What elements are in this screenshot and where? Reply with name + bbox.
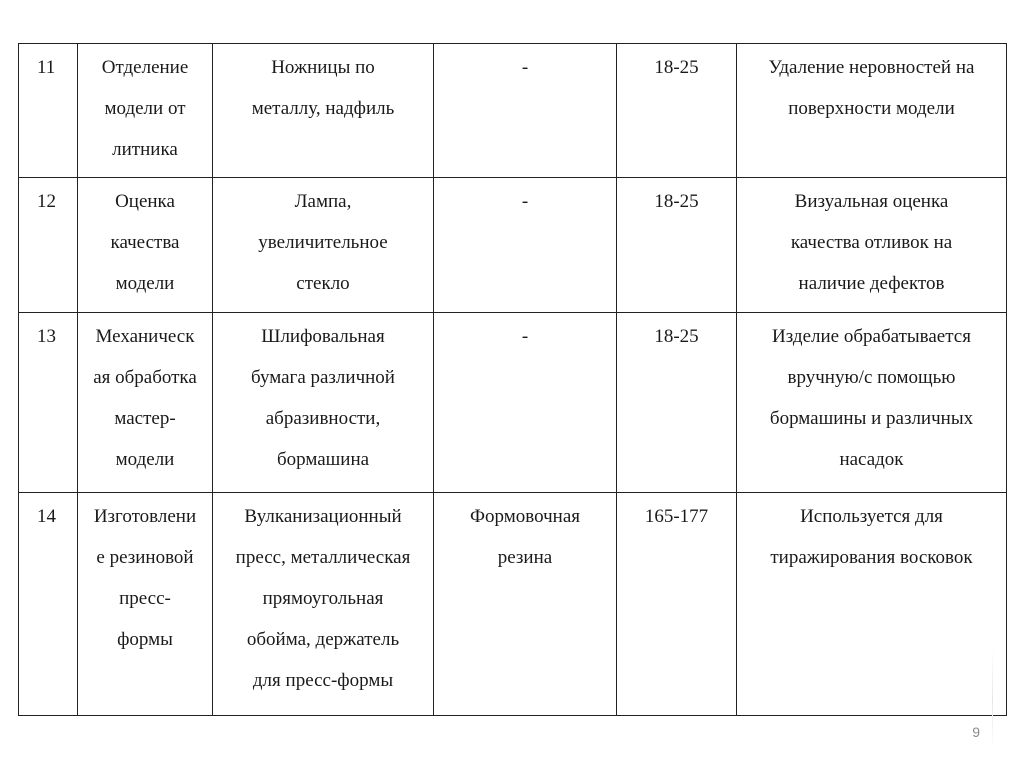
operation-text: ая обработка bbox=[93, 367, 197, 388]
operation-cell bbox=[78, 44, 213, 178]
tools-text: бумага различной bbox=[251, 367, 395, 388]
material-text: - bbox=[521, 326, 529, 347]
material-text: резина bbox=[497, 547, 553, 568]
material-cell bbox=[434, 44, 617, 178]
page-edge-divider bbox=[992, 650, 993, 750]
note-text: Визуальная оценка bbox=[794, 191, 949, 212]
operation-text: мастер- bbox=[114, 408, 176, 429]
operation-text: е резиновой bbox=[96, 547, 194, 568]
operation-cell bbox=[78, 313, 213, 493]
operation-text: Механическ bbox=[95, 326, 195, 347]
operation-text: модели от bbox=[104, 98, 186, 119]
tools-cell bbox=[213, 178, 434, 313]
operation-text: литника bbox=[112, 139, 178, 160]
tools-text: Лампа, bbox=[294, 191, 352, 212]
temperature-text: 18-25 bbox=[654, 326, 699, 347]
note-cell bbox=[737, 493, 1007, 716]
material-cell bbox=[434, 313, 617, 493]
tools-cell bbox=[213, 44, 434, 178]
tools-text: бормашина bbox=[276, 449, 370, 470]
operation-text: Отделение bbox=[101, 57, 189, 78]
note-cell bbox=[737, 178, 1007, 313]
tools-text: абразивности, bbox=[265, 408, 381, 429]
row-number: 11 bbox=[37, 57, 56, 78]
row-number-cell bbox=[19, 313, 78, 493]
operation-text: формы bbox=[117, 629, 173, 650]
operation-text: пресс- bbox=[119, 588, 171, 609]
tools-cell bbox=[213, 313, 434, 493]
note-cell bbox=[737, 313, 1007, 493]
note-text: Изделие обрабатывается bbox=[772, 326, 971, 347]
row-number: 12 bbox=[37, 191, 56, 212]
operation-text: модели bbox=[115, 273, 175, 294]
note-text: наличие дефектов bbox=[798, 273, 945, 294]
tools-cell bbox=[213, 493, 434, 716]
operation-cell bbox=[78, 493, 213, 716]
tools-text: увеличительное bbox=[258, 232, 388, 253]
note-text: поверхности модели bbox=[788, 98, 955, 119]
tools-text: Вулканизационный bbox=[244, 506, 402, 527]
material-text: - bbox=[521, 57, 529, 78]
temperature-text: 18-25 bbox=[654, 191, 699, 212]
tools-text: Ножницы по bbox=[271, 57, 375, 78]
note-text: тиражирования восковок bbox=[770, 547, 973, 568]
operation-text: модели bbox=[115, 449, 175, 470]
temperature-text: 18-25 bbox=[654, 57, 699, 78]
operation-text: качества bbox=[110, 232, 180, 253]
note-text: Используется для bbox=[800, 506, 943, 527]
tools-text: стекло bbox=[296, 273, 350, 294]
operation-text: Оценка bbox=[115, 191, 175, 212]
note-cell bbox=[737, 44, 1007, 178]
row-number-cell bbox=[19, 44, 78, 178]
note-text: насадок bbox=[839, 449, 904, 470]
operation-cell bbox=[78, 178, 213, 313]
row-number-cell bbox=[19, 493, 78, 716]
temperature-text: 165-177 bbox=[644, 506, 709, 527]
note-text: Удаление неровностей на bbox=[768, 57, 975, 78]
table-row bbox=[19, 493, 1007, 716]
note-text: бормашины и различных bbox=[769, 408, 974, 429]
temperature-cell bbox=[617, 44, 737, 178]
tools-text: прямоугольная bbox=[262, 588, 384, 609]
temperature-cell bbox=[617, 313, 737, 493]
tools-text: металлу, надфиль bbox=[251, 98, 395, 119]
row-number: 14 bbox=[37, 506, 56, 527]
note-text: качества отливок на bbox=[790, 232, 953, 253]
process-table-container bbox=[18, 43, 1006, 715]
material-cell bbox=[434, 178, 617, 313]
material-cell bbox=[434, 493, 617, 716]
table-row bbox=[19, 178, 1007, 313]
row-number-cell bbox=[19, 178, 78, 313]
process-table bbox=[18, 43, 1007, 716]
row-number: 13 bbox=[37, 326, 56, 347]
table-row bbox=[19, 313, 1007, 493]
table-row bbox=[19, 44, 1007, 178]
temperature-cell bbox=[617, 178, 737, 313]
material-text: - bbox=[521, 191, 529, 212]
page-number: 9 bbox=[972, 724, 980, 740]
operation-text: Изготовлени bbox=[93, 506, 197, 527]
tools-text: для пресс-формы bbox=[252, 670, 394, 691]
temperature-cell bbox=[617, 493, 737, 716]
note-text: вручную/с помощью bbox=[787, 367, 956, 388]
tools-text: обойма, держатель bbox=[246, 629, 400, 650]
tools-text: Шлифовальная bbox=[261, 326, 385, 347]
material-text: Формовочная bbox=[470, 506, 580, 527]
tools-text: пресс, металлическая bbox=[235, 547, 411, 568]
